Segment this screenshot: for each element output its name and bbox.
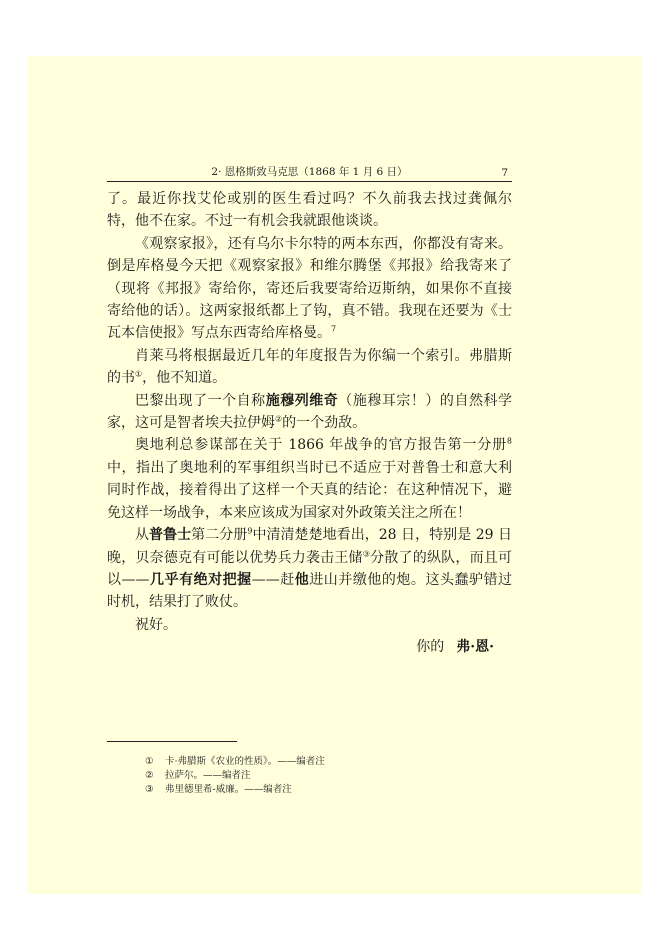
header-rule bbox=[107, 181, 512, 182]
paragraph-4-text-b: （施穆耳宗！）的自然科学家，这可是智者埃夫拉伊姆 bbox=[107, 392, 513, 432]
paragraph-4-text-a: 巴黎出现了一个自称 bbox=[135, 392, 266, 409]
footnotes bbox=[145, 755, 325, 797]
paragraph-6-text-c: 中清清楚楚地看出，28 日，特别是 29 日晚，贝奈德克有可能以优势兵力袭击王储 bbox=[107, 527, 513, 566]
paragraph-5-text-a: 奥地利总参谋部在关于 1866 年战争的官方报告第一分册 bbox=[135, 437, 507, 454]
footnote-3-text: 弗里德里希-威廉。——编者注 bbox=[165, 784, 292, 795]
paragraph-6-text-d: 分散了的纵队，而且可以—— bbox=[107, 549, 513, 588]
paragraph-5 bbox=[107, 434, 512, 524]
paragraph-6-emphasis-1: 普鲁士 bbox=[149, 527, 192, 544]
endnote-ref-7: 7 bbox=[331, 324, 337, 334]
paragraph-6-text-a: 从 bbox=[135, 527, 150, 544]
paragraph-1 bbox=[107, 188, 512, 233]
paragraph-6-emphasis-3: 他 bbox=[294, 571, 310, 588]
footnote-3-mark: ③ bbox=[145, 784, 154, 795]
paragraph-6-text-f: 进山并缴他的炮。这头蠢驴错过时机，结果打了败仗。 bbox=[107, 571, 513, 611]
paragraph-6-emphasis-2: 几乎有绝对把握 bbox=[149, 571, 252, 588]
paragraph-4-text-c: 的一个劲敌。 bbox=[282, 415, 367, 432]
letter-body bbox=[107, 188, 512, 659]
paragraph-5-text-b: 中，指出了奥地利的军事组织当时已不适应于对普鲁士和意大利同时作战，接着得出了这样一个天真的结论：在这种情况下，避免这样一场战争，本来应该成为国家对外政策关注之所在！ bbox=[107, 459, 512, 521]
signature-prefix: 你的 bbox=[416, 639, 445, 656]
paragraph-3-text-b: ，他不知道。 bbox=[142, 370, 227, 387]
paragraph-6 bbox=[107, 524, 512, 614]
paragraph-3 bbox=[107, 345, 512, 390]
footnote-2-text: 拉萨尔。——编者注 bbox=[165, 770, 251, 781]
running-head bbox=[107, 160, 512, 182]
paragraph-2-text: 《观察家报》，还有乌尔卡尔特的两本东西，你都没有寄来。倒是库格曼今天把《观察家报》和维尔腾堡《邦报》给我寄来了（现将《邦报》寄给你，寄还后我要寄给迈斯纳，如果你不直接寄给他的话）。这两家报纸都上了钩，真不错。我现在还要为《士瓦本信使报》写点东西寄给库格曼。 bbox=[107, 235, 512, 342]
footnote-2-mark: ② bbox=[145, 770, 154, 781]
paragraph-6-text-b: 第二分册 bbox=[191, 527, 248, 544]
paragraph-1-text: 了。最近你找艾伦或别的医生看过吗？不久前我去找过龚佩尔特，他不在家。不过一有机会我就跟他谈谈。 bbox=[107, 191, 512, 230]
endnote-ref-9: 9 bbox=[247, 526, 253, 536]
footnote-1-mark: ① bbox=[145, 756, 154, 767]
signature-name: 弗·恩· bbox=[456, 639, 494, 656]
paragraph-4 bbox=[107, 390, 512, 435]
footnote-1-text: 卡·弗腊斯《农业的性质》。——编者注 bbox=[165, 756, 325, 767]
closing-text: 祝好。 bbox=[135, 616, 177, 633]
running-head-title: 2· 恩格斯致马克思（1868 年 1 月 6 日） bbox=[211, 166, 408, 178]
endnote-ref-8: 8 bbox=[506, 436, 512, 446]
footnote-1 bbox=[145, 755, 325, 769]
paragraph-4-emphasis: 施穆列维奇 bbox=[265, 392, 339, 409]
footnote-ref-1: ① bbox=[135, 369, 143, 379]
paragraph-2 bbox=[107, 233, 512, 345]
closing-line bbox=[107, 614, 512, 636]
footnote-ref-3: ③ bbox=[362, 548, 371, 558]
paragraph-3-text-a: 肖莱马将根据最近几年的年度报告为你编一个索引。弗腊斯的书 bbox=[107, 347, 512, 387]
footnote-2 bbox=[145, 769, 325, 783]
footnote-3 bbox=[145, 783, 325, 797]
page-number: 7 bbox=[501, 167, 508, 179]
footnote-ref-2: ② bbox=[275, 414, 283, 424]
paragraph-6-text-e: ——赶 bbox=[251, 571, 295, 588]
signature-line bbox=[107, 636, 512, 658]
footnote-rule bbox=[107, 741, 237, 742]
